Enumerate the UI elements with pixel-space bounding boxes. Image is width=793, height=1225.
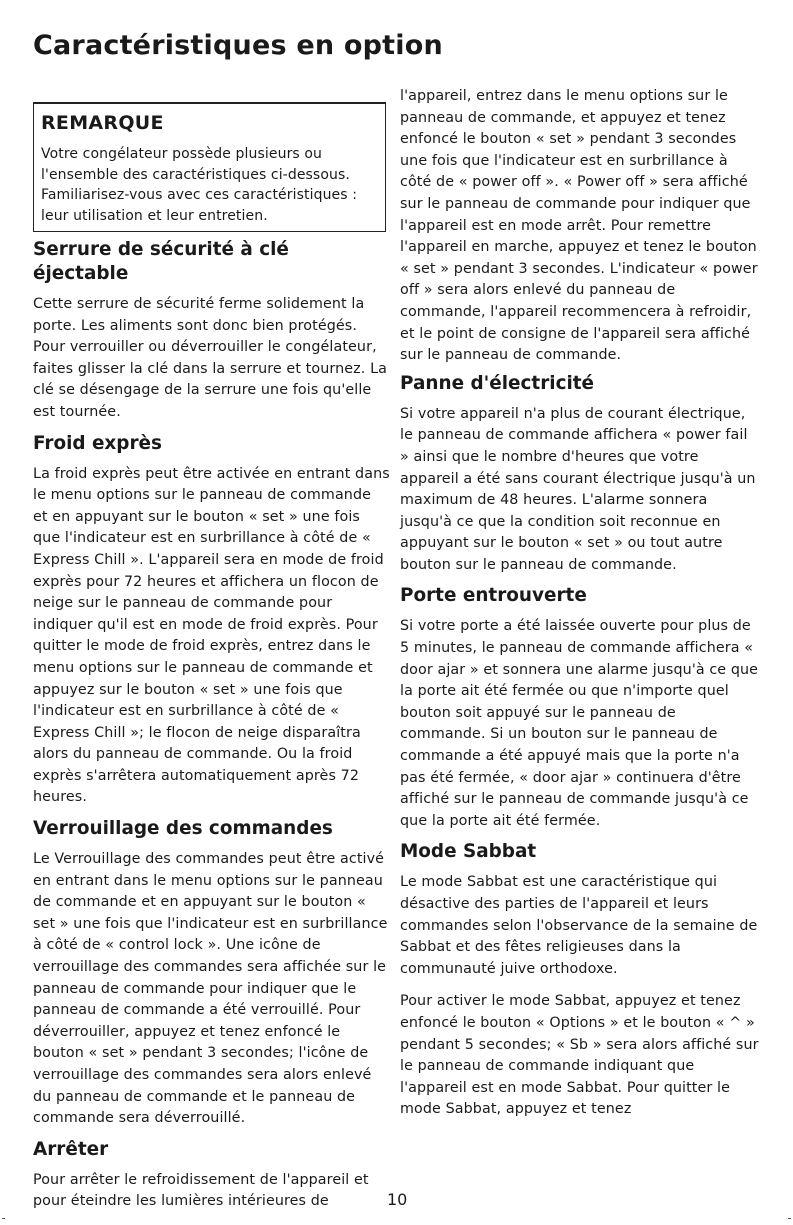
section-body-arreter-cont: l'appareil, entrez dans le menu options sur le panneau de commande, et appuyez et tenez enfoncé le bouton « set » pendant 3 secondes une fois que l'indicateur est en surbrillance à côté de « power off ». « Power off » sera affiché sur le panneau de commande pour indiquer que l'appareil est en mode arrêt. Pour remettre l'appareil en marche, appuyez et tenez le bouton « set » pendant 3 secondes. L'indicateur « power off » sera alors enlevé du panneau de commande, l'appareil recommencera à refroidir, et le point de consigne de l'appareil sera affiché sur le panneau de commande. xyxy=(400,88,758,364)
section-body-porte: Si votre porte a été laissée ouverte pour plus de 5 minutes, le panneau de commande affichera « door ajar » et sonnera une alarme jusqu'à ce que la porte ait été fermée ou que n'importe quel bouton soit appuyé sur le panneau de commande. Si un bouton sur le panneau de commande a été appuyé mais que la porte n'a pas été fermée, « door ajar » continuera d'être affiché sur le panneau de commande jusqu'à ce que la porte ait été fermée. xyxy=(400,618,759,829)
section-body-panne: Si votre appareil n'a plus de courant électrique, le panneau de commande affichera « power fail » ainsi que le nombre d'heures que votre appareil a été sans courant électrique jusqu'à un maximum de 48 heures. L'alarme sonnera jusqu'à ce que la condition soit reconnue en appuyant sur le bouton « set » ou tout autre bouton sur le panneau de commande. xyxy=(400,405,756,573)
right-column xyxy=(400,86,760,1121)
section-body-serrure: Cette serrure de sécurité ferme solidement la porte. Les aliments sont donc bien protégés. Pour verrouiller ou déverrouiller le congélateur, faites glisser la clé dans la serrure et tournez. La clé se désengage de la serrure une fois qu'elle est tournée. xyxy=(33,296,387,420)
note-title: REMARQUE xyxy=(41,112,164,134)
crop-mark-right xyxy=(788,1218,791,1219)
left-column xyxy=(33,238,390,1213)
section-body-verrouillage: Le Verrouillage des commandes peut être activé en entrant dans le menu options sur le panneau de commande et en appuyant sur le bouton « set » une fois que l'indicateur est en surbrillance à côté de « control lock ». Une icône de verrouillage des commandes sera affichée sur le panneau de commande pour indiquer que le panneau de commande a été verrouillé. Pour déverrouiller, appuyez et tenez enfoncé le bouton « set » pendant 3 secondes; l'icône de verrouillage des commandes sera alors enlevé du panneau de commande et le panneau de commande sera déverrouillé. xyxy=(33,851,388,1127)
section-heading-verrouillage: Verrouillage des commandes xyxy=(33,818,333,840)
section-heading-arreter: Arrêter xyxy=(33,1138,109,1160)
section-body-sabbat-1: Le mode Sabbat est une caractéristique qui désactive des parties de l'appareil et leurs commandes selon l'observance de la semaine de Sabbat et des fêtes religieuses dans la communauté juive orthodoxe. xyxy=(400,874,758,977)
section-heading-porte: Porte entrouverte xyxy=(400,585,587,607)
section-heading-sabbat: Mode Sabbat xyxy=(400,841,537,863)
section-heading-serrure: Serrure de sécurité à clé éjectable xyxy=(33,239,289,284)
page-number: 10 xyxy=(387,1190,408,1209)
section-body-sabbat-2: Pour activer le mode Sabbat, appuyez et tenez enfoncé le bouton « Options » et le bouton « ^ » pendant 5 secondes; « Sb » sera alors affiché sur le panneau de commande indiquant que l'appareil est en mode Sabbat. Pour quitter le mode Sabbat, appuyez et tenez xyxy=(400,993,759,1118)
section-heading-panne: Panne d'électricité xyxy=(400,372,595,394)
page-title: Caractéristiques en option xyxy=(33,30,443,61)
section-body-arreter-start: Pour arrêter le refroidissement de l'appareil et pour éteindre les lumières intérieures de xyxy=(33,1171,369,1210)
note-text: Votre congélateur possède plusieurs ou l'ensemble des caractéristiques ci-dessous. Familiarisez-vous avec ces caractéristiques : leur utilisation et leur entretien. xyxy=(41,146,358,224)
section-heading-froid: Froid exprès xyxy=(33,432,162,454)
crop-mark-left xyxy=(2,1218,5,1219)
section-body-froid: La froid exprès peut être activée en entrant dans le menu options sur le panneau de commande et en appuyant sur le bouton « set » une fois que l'indicateur est en surbrillance à côté de « Express Chill ». L'appareil sera en mode de froid exprès pour 72 heures et affichera un flocon de neige sur le panneau de commande pour indiquer qu'il est en mode de froid exprès. Pour quitter le mode de froid exprès, entrez dans le menu options sur le panneau de commande et appuyez sur le bouton « set » une fois que l'indicateur est en surbrillance à côté de « Express Chill »; le flocon de neige disparaîtra alors du panneau de commande. Ou la froid exprès s'arrêtera automatiquement après 72 heures. xyxy=(33,465,390,806)
